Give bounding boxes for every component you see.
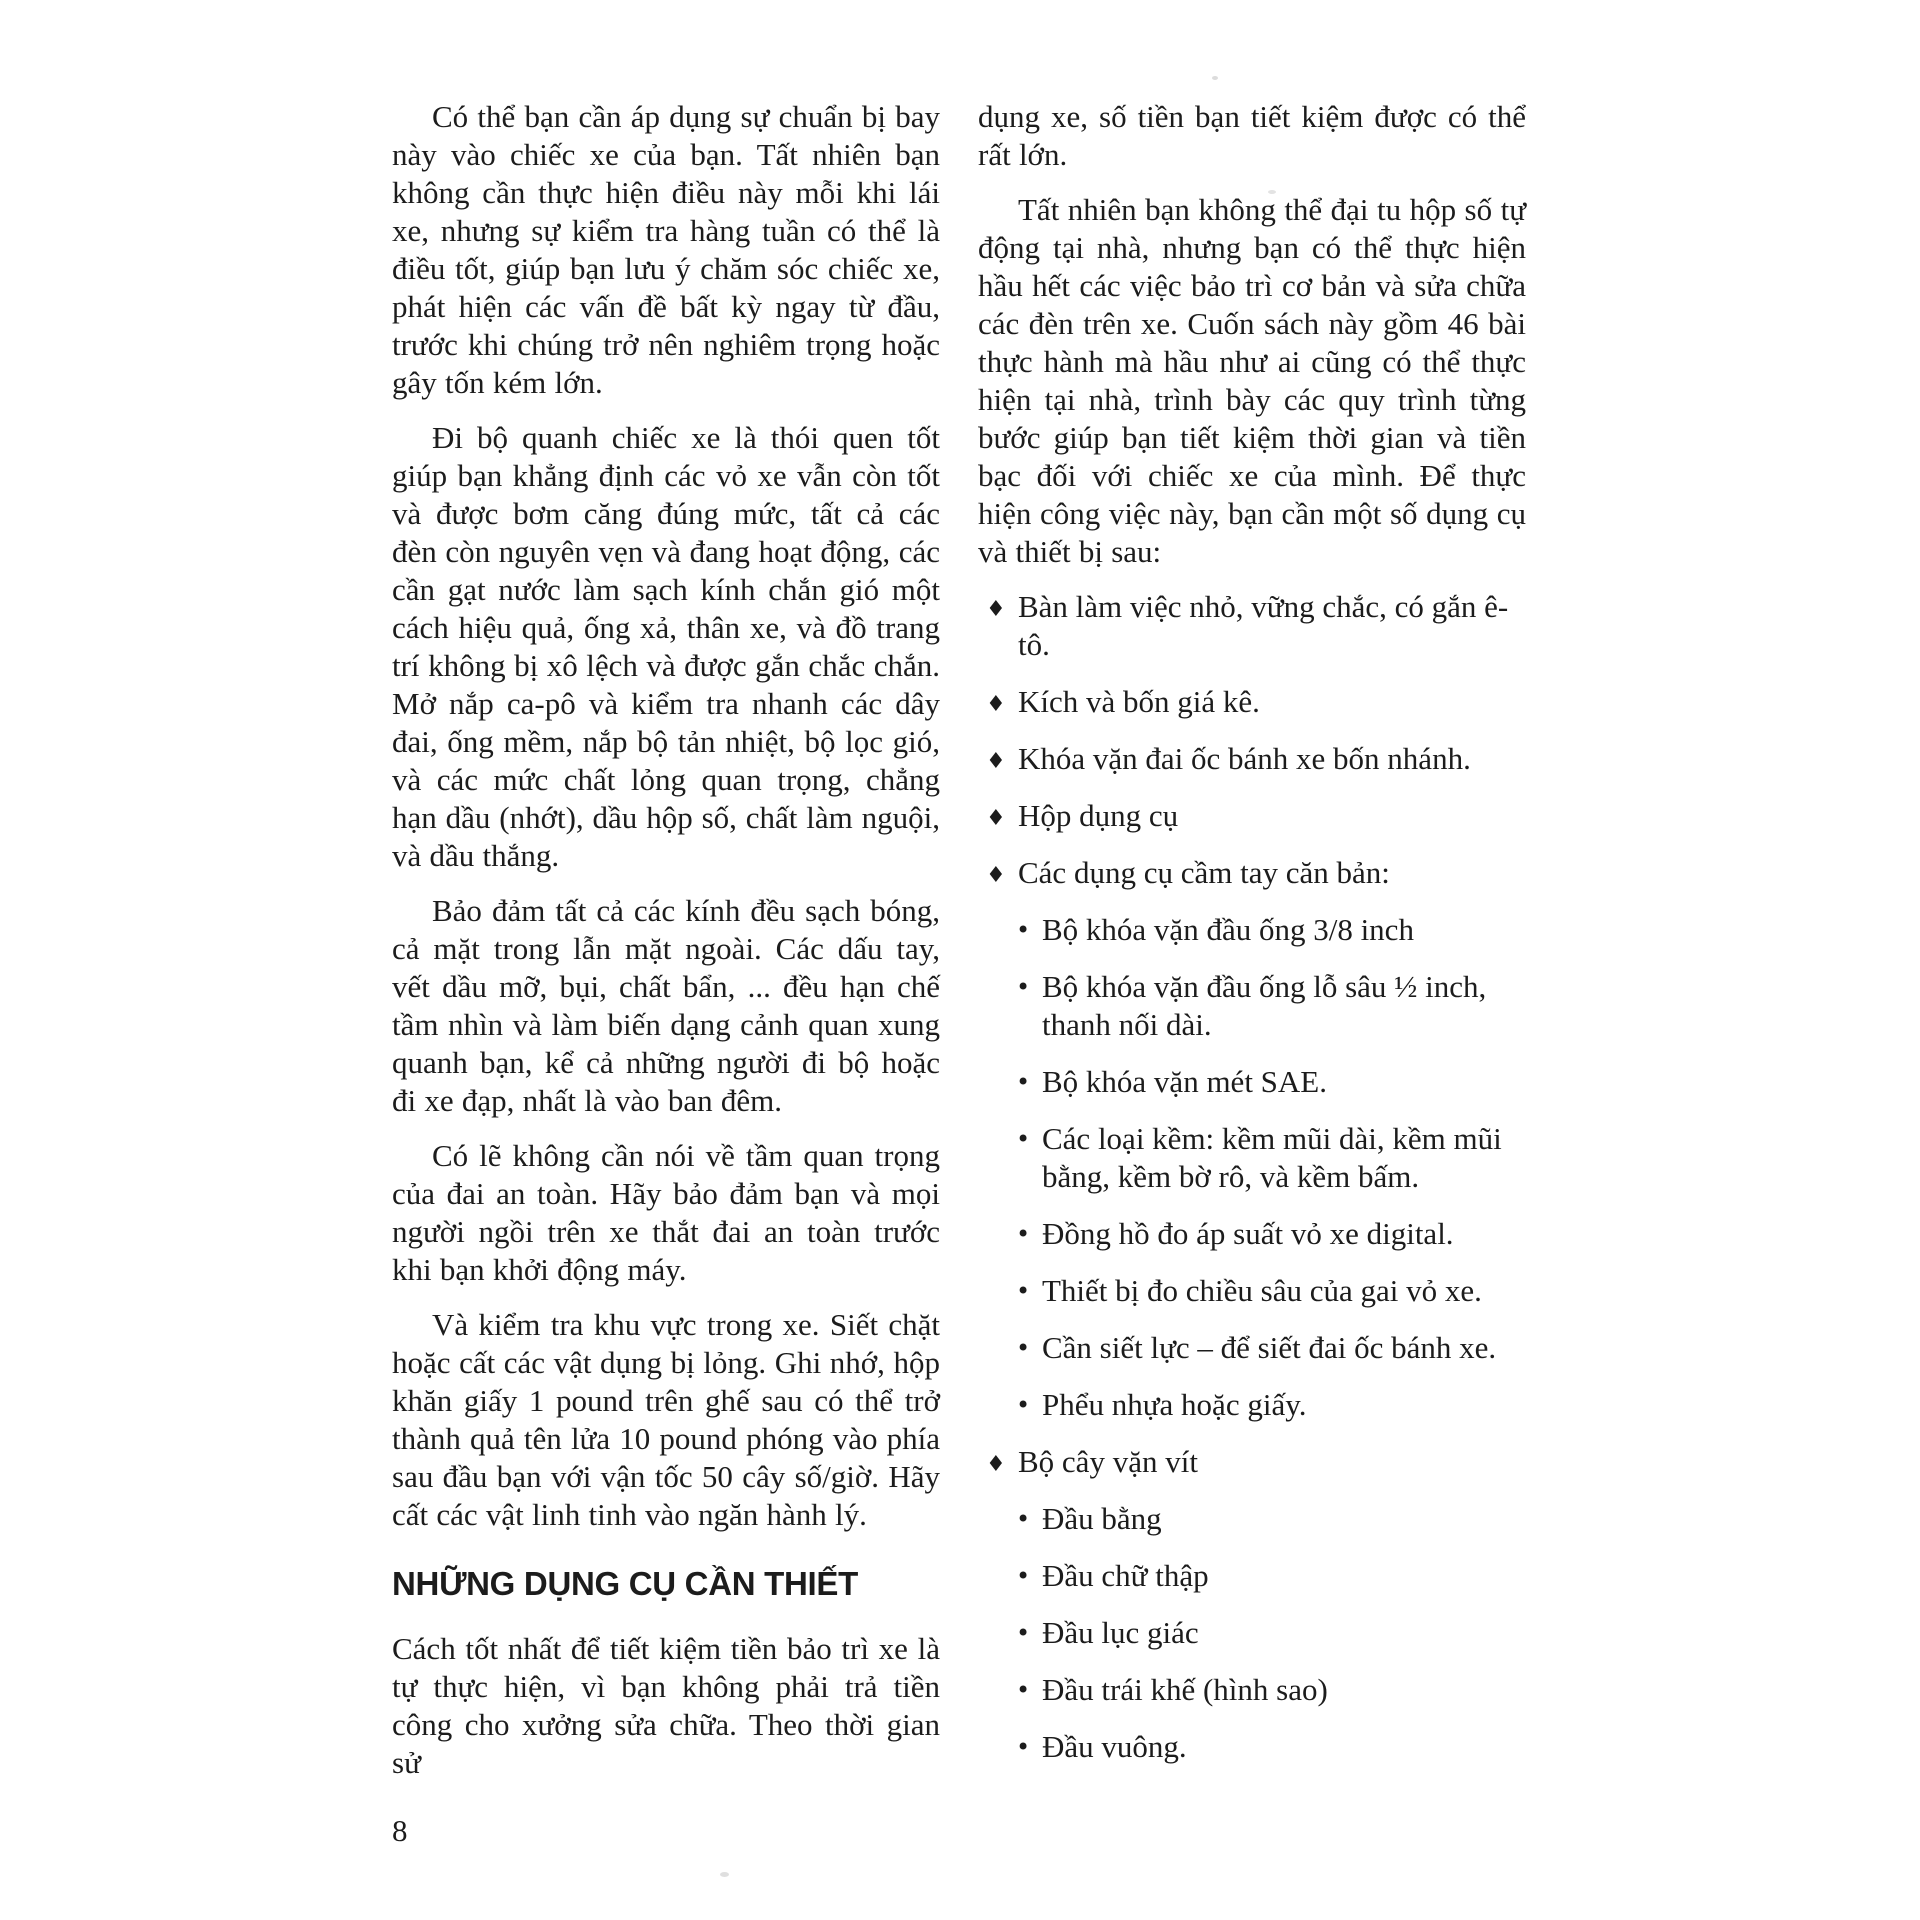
list-item xyxy=(978,1329,1526,1367)
paragraph: Cách tốt nhất để tiết kiệm tiền bảo trì xe là tự thực hiện, vì bạn không phải trả tiền công cho xưởng sửa chữa. Theo thời gian sử xyxy=(392,1631,940,1780)
list-item xyxy=(978,1215,1526,1253)
diamond-bullet-icon: ♦ xyxy=(986,692,1006,717)
list-item xyxy=(978,1500,1526,1538)
round-bullet-icon: • xyxy=(1016,1562,1031,1590)
diamond-bullet-icon: ♦ xyxy=(986,749,1006,774)
diamond-bullet-icon: ♦ xyxy=(986,863,1006,888)
paragraph: dụng xe, số tiền bạn tiết kiệm được có thể rất lớn. xyxy=(978,99,1526,172)
list-item-text: Hộp dụng cụ xyxy=(1018,798,1179,833)
list-item-text: Bộ khóa vặn đầu ống 3/8 inch xyxy=(1042,912,1414,947)
paragraph: Đi bộ quanh chiếc xe là thói quen tốt giúp bạn khẳng định các vỏ xe vẫn còn tốt và được bơm căng đúng mức, tất cả các đèn còn nguyên vẹn và đang hoạt động, các cần gạt nước làm sạch kính chắn gió một cách hiệu quả, ống xả, thân xe, và đồ trang trí không bị xô lệch và được gắn chắc chắn. Mở nắp ca-pô và kiểm tra nhanh các dây đai, ống mềm, nắp bộ tản nhiệt, bộ lọc gió, và các mức chất lỏng quan trọng, chẳng hạn dầu (nhớt), dầu hộp số, chất làm nguội, và dầu thắng. xyxy=(392,420,940,873)
list-item xyxy=(978,1671,1526,1709)
list-item-text: Đầu bằng xyxy=(1042,1501,1162,1536)
list-item-text: Thiết bị đo chiều sâu của gai vỏ xe. xyxy=(1042,1273,1482,1308)
diamond-bullet-icon: ♦ xyxy=(986,806,1006,831)
scan-speck xyxy=(1212,76,1218,80)
round-bullet-icon: • xyxy=(1016,973,1031,1001)
page-number: 8 xyxy=(392,1813,408,1848)
list-item xyxy=(978,683,1526,721)
list-item-text: Bộ khóa vặn đầu ống lỗ sâu ½ inch, thanh nối dài. xyxy=(1042,969,1487,1042)
right-column xyxy=(978,98,1526,1785)
list-item-text: Đồng hồ đo áp suất vỏ xe digital. xyxy=(1042,1216,1454,1251)
diamond-bullet-icon: ♦ xyxy=(986,597,1006,622)
list-item xyxy=(978,1557,1526,1595)
list-item-text: Đầu vuông. xyxy=(1042,1729,1187,1764)
round-bullet-icon: • xyxy=(1016,1277,1031,1305)
list-item-text: Cần siết lực – để siết đai ốc bánh xe. xyxy=(1042,1330,1497,1365)
paragraph: Có lẽ không cần nói về tầm quan trọng của đai an toàn. Hãy bảo đảm bạn và mọi người ngồi trên xe thắt đai an toàn trước khi bạn khởi động máy. xyxy=(392,1138,940,1287)
round-bullet-icon: • xyxy=(1016,1068,1031,1096)
list-item xyxy=(978,1120,1526,1196)
round-bullet-icon: • xyxy=(1016,1391,1031,1419)
round-bullet-icon: • xyxy=(1016,1334,1031,1362)
scan-speck xyxy=(720,1872,729,1877)
left-column xyxy=(392,98,940,1799)
list-item-text: Đầu lục giác xyxy=(1042,1615,1199,1650)
list-item-text: Phểu nhựa hoặc giấy. xyxy=(1042,1387,1307,1422)
round-bullet-icon: • xyxy=(1016,1619,1031,1647)
list-item-text: Bộ khóa vặn mét SAE. xyxy=(1042,1064,1327,1099)
list-item xyxy=(978,1386,1526,1424)
paragraph: Và kiểm tra khu vực trong xe. Siết chặt hoặc cất các vật dụng bị lỏng. Ghi nhớ, hộp khăn giấy 1 pound trên ghế sau có thể trở thành quả tên lửa 10 pound phóng vào phía sau đầu bạn với vận tốc 50 cây số/giờ. Hãy cất các vật linh tinh vào ngăn hành lý. xyxy=(392,1307,940,1532)
round-bullet-icon: • xyxy=(1016,1733,1031,1761)
section-heading: NHỮNG DỤNG CỤ CẦN THIẾT xyxy=(392,1565,858,1602)
list-item-text: Đầu chữ thập xyxy=(1042,1558,1209,1593)
scan-speck xyxy=(1268,190,1276,194)
list-item xyxy=(978,740,1526,778)
list-item-text: Khóa vặn đai ốc bánh xe bốn nhánh. xyxy=(1018,741,1471,776)
list-item xyxy=(978,588,1526,664)
round-bullet-icon: • xyxy=(1016,1220,1031,1248)
list-item xyxy=(978,797,1526,835)
paragraph: Tất nhiên bạn không thể đại tu hộp số tự động tại nhà, nhưng bạn có thể thực hiện hầu hết các việc bảo trì cơ bản và sửa chữa các đèn trên xe. Cuốn sách này gồm 46 bài thực hành mà hầu như ai cũng có thể thực hiện tại nhà, trình bày các quy trình từng bước giúp bạn tiết kiệm thời gian và tiền bạc đối với chiếc xe của mình. Để thực hiện công việc này, bạn cần một số dụng cụ và thiết bị sau: xyxy=(978,192,1526,569)
list-item-text: Các dụng cụ cầm tay căn bản: xyxy=(1018,855,1390,890)
round-bullet-icon: • xyxy=(1016,1676,1031,1704)
list-item xyxy=(978,1063,1526,1101)
list-item-text: Kích và bốn giá kê. xyxy=(1018,684,1260,719)
list-item-text: Bàn làm việc nhỏ, vững chắc, có gắn ê-tô. xyxy=(1018,589,1509,662)
round-bullet-icon: • xyxy=(1016,916,1031,944)
list-item-text: Bộ cây vặn vít xyxy=(1018,1444,1198,1479)
round-bullet-icon: • xyxy=(1016,1505,1031,1533)
list-item-text: Các loại kềm: kềm mũi dài, kềm mũi bằng, kềm bờ rô, và kềm bấm. xyxy=(1042,1121,1502,1194)
paragraph: Có thể bạn cần áp dụng sự chuẩn bị bay này vào chiếc xe của bạn. Tất nhiên bạn không cần thực hiện điều này mỗi khi lái xe, nhưng sự kiểm tra hàng tuần có thể là điều tốt, giúp bạn lưu ý chăm sóc chiếc xe, phát hiện các vấn đề bất kỳ ngay từ đầu, trước khi chúng trở nên nghiêm trọng hoặc gây tốn kém lớn. xyxy=(392,99,940,400)
diamond-bullet-icon: ♦ xyxy=(986,1452,1006,1477)
list-item xyxy=(978,1614,1526,1652)
list-item-text: Đầu trái khế (hình sao) xyxy=(1042,1672,1328,1707)
list-item xyxy=(978,854,1526,892)
round-bullet-icon: • xyxy=(1016,1125,1031,1153)
paragraph: Bảo đảm tất cả các kính đều sạch bóng, cả mặt trong lẫn mặt ngoài. Các dấu tay, vết dầu mỡ, bụi, chất bẩn, ... đều hạn chế tầm nhìn và làm biến dạng cảnh quan xung quanh bạn, kể cả những người đi bộ hoặc đi xe đạp, nhất là vào ban đêm. xyxy=(392,893,940,1118)
list-item xyxy=(978,1728,1526,1766)
list-item xyxy=(978,968,1526,1044)
list-item xyxy=(978,1272,1526,1310)
list-item xyxy=(978,911,1526,949)
list-item xyxy=(978,1443,1526,1481)
